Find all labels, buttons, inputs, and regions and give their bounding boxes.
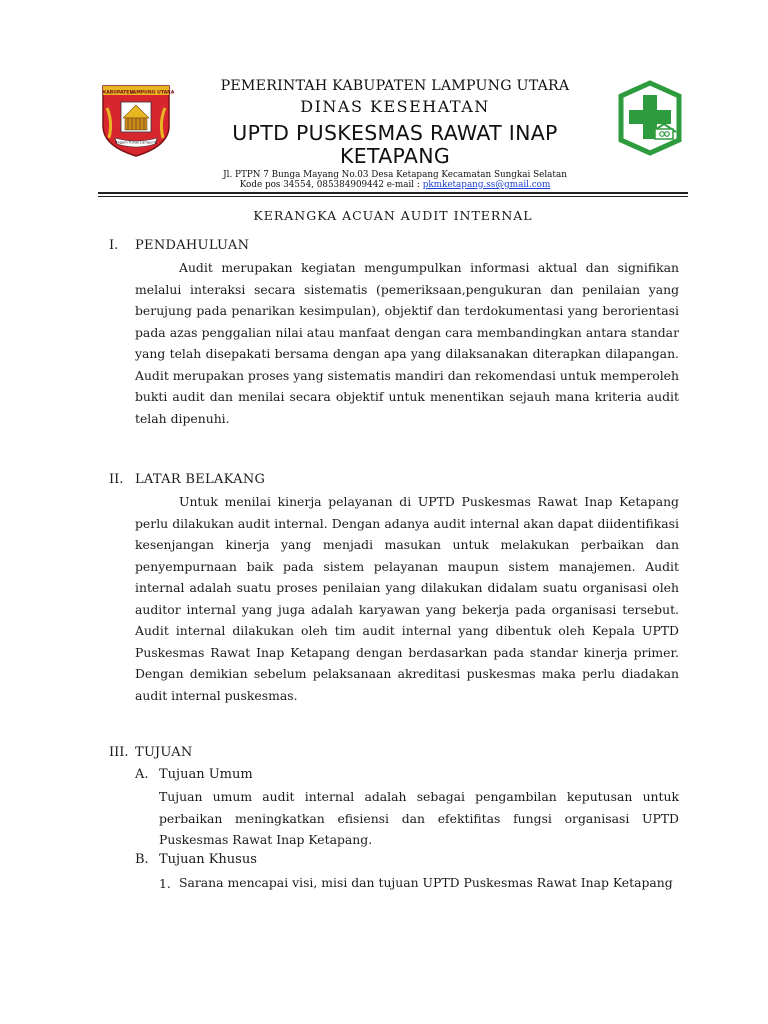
crest-banner-left: KABUPATEN <box>102 90 134 96</box>
subsection-a-heading: Tujuan Umum <box>159 767 253 782</box>
section-2-heading: LATAR BELAKANG <box>135 472 266 487</box>
subsection-b-heading: Tujuan Khusus <box>159 852 257 867</box>
list-item-number: 1. <box>159 876 171 891</box>
section-1-heading: PENDAHULUAN <box>135 238 250 253</box>
contact-line <box>180 180 610 190</box>
unit-name-line2: KETAPANG <box>339 144 451 168</box>
letterhead-rule-thin <box>98 196 688 197</box>
list-item-text: Sarana mencapai visi, misi dan tujuan UPTD Puskesmas Rawat Inap Ketapang <box>179 875 673 890</box>
lampung-utara-crest-icon <box>97 80 175 158</box>
address-line: Jl. PTPN 7 Bunga Mayang No.03 Desa Ketapang Kecamatan Sungkai Selatan <box>223 170 567 180</box>
section-1-paragraph: Audit merupakan kegiatan mengumpulkan informasi aktual dan signifikan melalui interaksi secara sistematis (pemeriksaan,pengukuran dan penilaian yang berujung pada penarikan kesimpulan), objektif dan terdokumentasi yang berorientasi pada azas penggalian nilai atau manfaat dengan cara membandingkan antara standar yang telah disepakati bersama dengan apa yang dilaksanakan diterapkan dilapangan. Audit merupakan proses yang sistematis mandiri dan rekomendasi untuk memperoleh bukti audit dan menilai secara objektif untuk menentikan sejauh mana kriteria audit telah dipenuhi. <box>135 260 679 426</box>
section-2-number: II. <box>109 472 124 487</box>
section-1-number: I. <box>109 238 119 253</box>
email-link[interactable]: pkmketapang.ss@gmail.com <box>422 180 551 190</box>
crest-motto: Ragem Tunas Lampung <box>115 140 157 145</box>
document-title: KERANGKA ACUAN AUDIT INTERNAL <box>253 208 533 223</box>
subsection-a-letter: A. <box>135 767 149 782</box>
section-3-heading: TUJUAN <box>135 745 193 760</box>
section-2-paragraph: Untuk menilai kinerja pelayanan di UPTD Puskesmas Rawat Inap Ketapang perlu dilakukan audit internal. Dengan adanya audit internal akan dapat diidentifikasi kesenjangan kinerja yang menjadi masukan untuk melakukan perbaikan dan penyempurnaan baik pada sistem pelayanan maupun sistem manajemen. Audit internal adalah suatu proses penilaian yang dilakukan didalam suatu organisasi oleh auditor internal yang juga adalah karyawan yang bekerja pada organisasi tersebut. Audit internal dilakukan oleh tim audit internal yang dibentuk oleh Kepala UPTD Puskesmas Rawat Inap Ketapang dengan berdasarkan pada standar kinerja primer. Dengan demikian sebelum pelaksanaan akreditasi puskesmas maka perlu diadakan audit internal puskesmas. <box>135 494 679 703</box>
letterhead-rule-thick <box>98 192 688 194</box>
subsection-a-paragraph: Tujuan umum audit internal adalah sebagai pengambilan keputusan untuk perbaikan meningkatkan efisiensi dan efektifitas fungsi organisasi UPTD Puskesmas Rawat Inap Ketapang. <box>159 789 679 847</box>
department-name: DINAS KESEHATAN <box>300 97 490 116</box>
government-name: PEMERINTAH KABUPATEN LAMPUNG UTARA <box>220 78 570 94</box>
puskesmas-logo-icon <box>612 80 688 156</box>
unit-name-line1: UPTD PUSKESMAS RAWAT INAP <box>232 121 558 145</box>
section-3-number: III. <box>109 745 129 760</box>
subsection-b-letter: B. <box>135 852 149 867</box>
crest-banner-right: LAMPUNG UTARA <box>129 90 175 96</box>
contact-prefix: Kode pos 34554, 085384909442 e-mail : <box>239 180 423 190</box>
